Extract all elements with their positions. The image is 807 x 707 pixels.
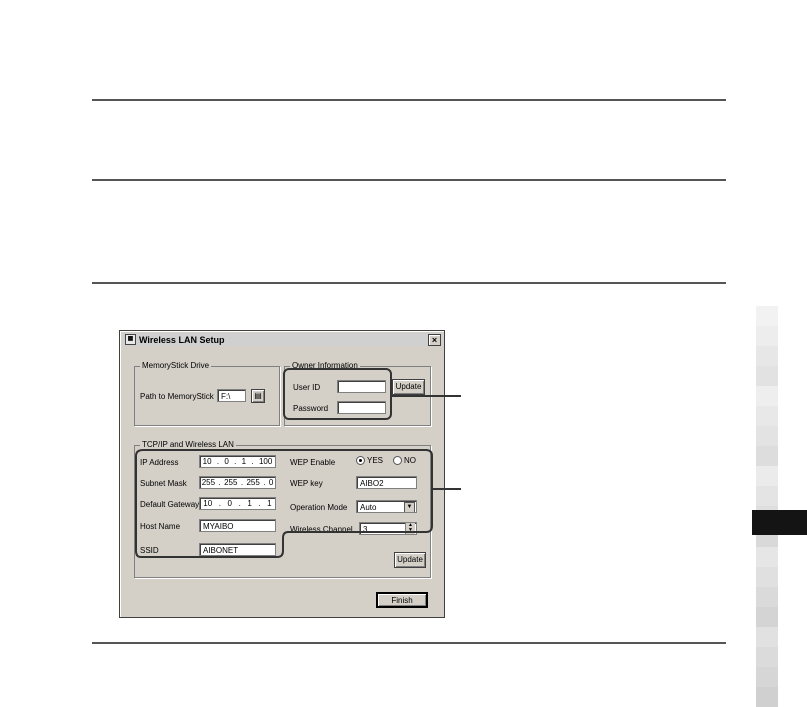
path-label: Path to MemoryStick [140, 392, 214, 401]
radio-selected-icon [356, 456, 365, 465]
wireless-channel-stepper[interactable] [359, 522, 417, 535]
operation-mode-select[interactable] [356, 500, 417, 513]
ssid-input[interactable]: AIBONET [199, 543, 276, 556]
ip-dot: . [234, 457, 237, 466]
title-bar [122, 333, 442, 346]
subnet-mask-label: Subnet Mask [140, 479, 187, 488]
tcpip-group-label: TCP/IP and Wireless LAN [142, 440, 234, 449]
default-gateway-input[interactable] [199, 497, 276, 510]
owner-update-button[interactable]: Update [392, 379, 425, 395]
default-gateway-label: Default Gateway [140, 500, 200, 509]
page-rule-2 [92, 179, 726, 181]
wep-no-label: NO [404, 456, 416, 465]
wep-key-label: WEP key [290, 479, 323, 488]
owner-group-label: Owner Information [292, 361, 358, 370]
window-title: Wireless LAN Setup [139, 334, 225, 345]
ip-dot: . [263, 478, 266, 487]
wireless-channel-value: 3 [363, 525, 368, 534]
thumb-index-strip [756, 306, 778, 707]
tcpip-update-button[interactable]: Update [394, 552, 426, 568]
mask-octet-4: 0 [268, 478, 274, 487]
thumb-index-current [752, 510, 807, 535]
user-id-label: User ID [293, 383, 321, 392]
owner-info-callout [283, 368, 392, 420]
tcpip-group [134, 440, 431, 578]
ip-dot: . [238, 499, 241, 508]
wep-yes-radio[interactable] [356, 456, 383, 466]
host-name-input[interactable]: MYAIBO [199, 519, 276, 532]
gw-octet-3: 1 [247, 499, 252, 508]
page-rule-1 [92, 99, 726, 101]
ip-address-label: IP Address [140, 458, 179, 467]
mask-octet-1: 255 [201, 478, 216, 487]
gw-octet-2: 0 [227, 499, 232, 508]
ip-dot: . [251, 457, 254, 466]
ssid-label: SSID [140, 546, 159, 555]
wep-yes-label: YES [367, 456, 384, 465]
wep-enable-label: WEP Enable [290, 458, 336, 467]
page-rule-4 [92, 642, 726, 644]
memorystick-group [134, 361, 280, 426]
ip-octet-4: 100 [258, 457, 273, 466]
ip-dot: . [258, 499, 261, 508]
app-icon: ▦ [125, 334, 136, 345]
mask-octet-3: 255 [246, 478, 260, 487]
ip-octet-1: 10 [202, 457, 212, 466]
radio-unselected-icon [393, 456, 402, 465]
operation-mode-value: Auto [360, 503, 377, 512]
ip-dot: . [218, 499, 221, 508]
wireless-channel-label: Wireless Channel [290, 525, 353, 534]
owner-info-leader-line [391, 395, 461, 397]
subnet-mask-input[interactable] [199, 476, 276, 489]
wireless-lan-setup-window [119, 330, 445, 618]
gw-octet-4: 1 [267, 499, 272, 508]
host-name-label: Host Name [140, 522, 181, 531]
wep-key-input[interactable]: AIBO2 [356, 476, 417, 489]
spin-arrows-icon[interactable]: ▲ ▼ [405, 523, 415, 534]
memorystick-group-label: MemoryStick Drive [142, 361, 210, 370]
mask-octet-2: 255 [224, 478, 238, 487]
close-button[interactable]: × [428, 334, 441, 346]
password-label: Password [293, 404, 329, 413]
ip-dot: . [240, 478, 244, 487]
ip-octet-2: 0 [224, 457, 229, 466]
path-input[interactable]: F:\ [217, 389, 246, 402]
gw-octet-1: 10 [203, 499, 213, 508]
operation-mode-label: Operation Mode [290, 503, 348, 512]
ip-dot: . [216, 457, 220, 466]
finish-button[interactable]: Finish [376, 592, 428, 608]
ip-octet-3: 1 [241, 457, 247, 466]
ip-address-input[interactable] [199, 455, 276, 468]
dropdown-arrow-icon[interactable]: ▼ [404, 502, 415, 513]
wep-no-radio[interactable] [393, 456, 416, 466]
browse-button[interactable] [251, 389, 265, 403]
browse-icon: ▤ [254, 391, 262, 400]
ip-dot: . [218, 478, 221, 487]
page-rule-3 [92, 282, 726, 284]
